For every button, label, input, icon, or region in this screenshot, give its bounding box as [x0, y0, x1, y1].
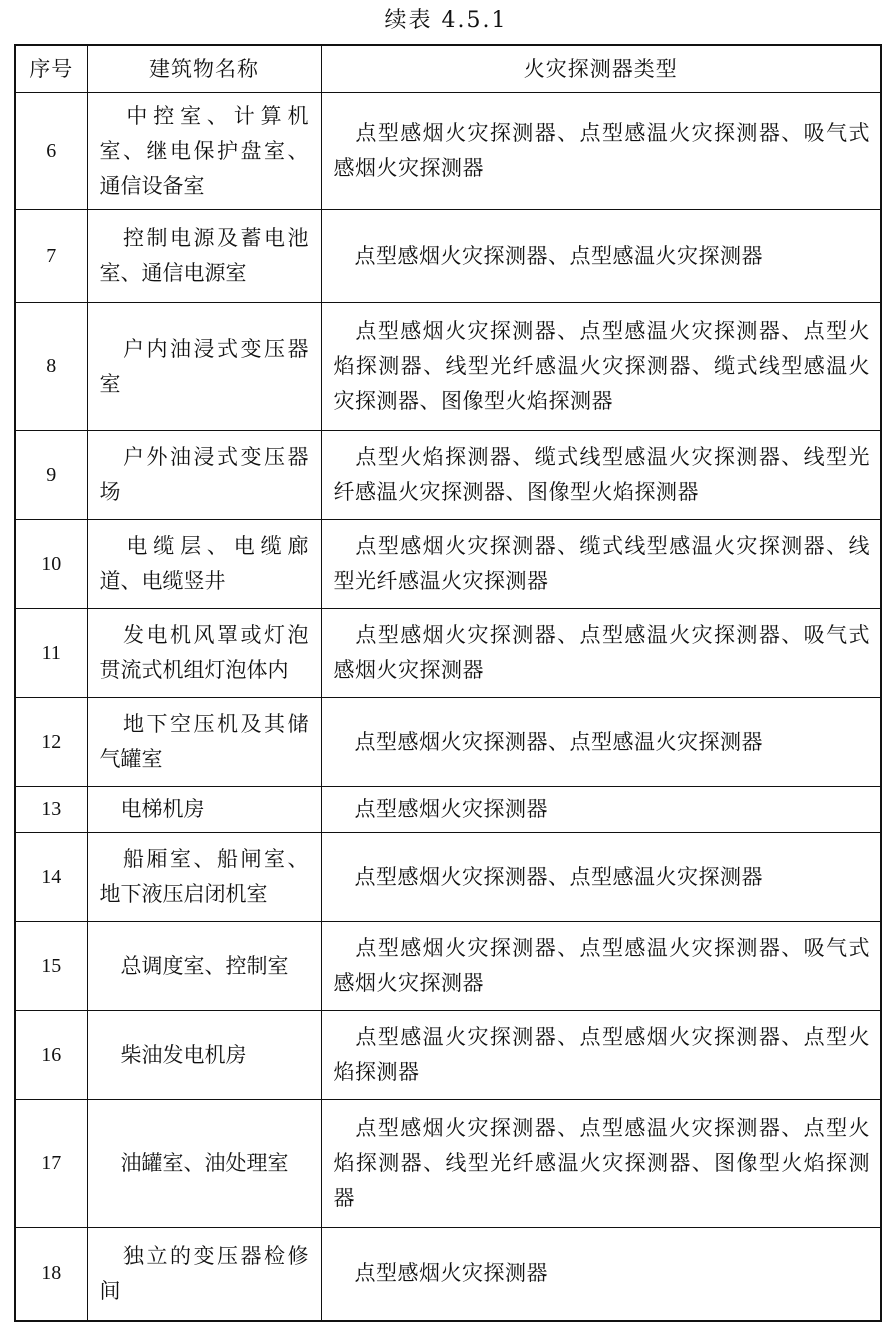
row-building-name: 户外油浸式变压器场 [87, 431, 321, 520]
row-num: 7 [15, 210, 87, 303]
row-detector-types: 点型感烟火灾探测器、点型感温火灾探测器 [321, 210, 881, 303]
table-row [15, 1100, 881, 1228]
row-building-name: 中控室、计算机室、继电保护盘室、通信设备室 [87, 93, 321, 210]
table-row [15, 210, 881, 303]
row-num: 11 [15, 609, 87, 698]
table-row [15, 431, 881, 520]
row-building-name: 柴油发电机房 [87, 1011, 321, 1100]
row-num: 12 [15, 698, 87, 787]
row-building-name: 电缆层、电缆廊道、电缆竖井 [87, 520, 321, 609]
row-building-name: 发电机风罩或灯泡贯流式机组灯泡体内 [87, 609, 321, 698]
row-num: 17 [15, 1100, 87, 1228]
table-row [15, 1011, 881, 1100]
table-row [15, 833, 881, 922]
table-row [15, 922, 881, 1011]
header-num: 序号 [15, 45, 87, 93]
table-row [15, 520, 881, 609]
table-row [15, 609, 881, 698]
row-detector-types: 点型感烟火灾探测器、点型感温火灾探测器、点型火焰探测器、线型光纤感温火灾探测器、图像型火焰探测器 [321, 1100, 881, 1228]
table-row [15, 698, 881, 787]
row-building-name: 总调度室、控制室 [87, 922, 321, 1011]
row-detector-types: 点型感烟火灾探测器、点型感温火灾探测器 [321, 698, 881, 787]
table-row [15, 787, 881, 833]
row-detector-types: 点型感烟火灾探测器、点型感温火灾探测器、吸气式感烟火灾探测器 [321, 93, 881, 210]
row-detector-types: 点型感烟火灾探测器、点型感温火灾探测器、吸气式感烟火灾探测器 [321, 922, 881, 1011]
row-building-name: 地下空压机及其储气罐室 [87, 698, 321, 787]
header-building-name: 建筑物名称 [87, 45, 321, 93]
table-row [15, 1228, 881, 1321]
table-header-row [15, 45, 881, 93]
row-detector-types: 点型感烟火灾探测器 [321, 787, 881, 833]
row-detector-types: 点型感烟火灾探测器、点型感温火灾探测器、点型火焰探测器、线型光纤感温火灾探测器、缆式线型感温火灾探测器、图像型火焰探测器 [321, 303, 881, 431]
row-detector-types: 点型感烟火灾探测器、缆式线型感温火灾探测器、线型光纤感温火灾探测器 [321, 520, 881, 609]
row-building-name: 电梯机房 [87, 787, 321, 833]
row-num: 6 [15, 93, 87, 210]
detector-type-table [14, 44, 882, 1322]
table-row [15, 93, 881, 210]
row-num: 9 [15, 431, 87, 520]
row-building-name: 控制电源及蓄电池室、通信电源室 [87, 210, 321, 303]
row-detector-types: 点型火焰探测器、缆式线型感温火灾探测器、线型光纤感温火灾探测器、图像型火焰探测器 [321, 431, 881, 520]
row-detector-types: 点型感温火灾探测器、点型感烟火灾探测器、点型火焰探测器 [321, 1011, 881, 1100]
row-detector-types: 点型感烟火灾探测器、点型感温火灾探测器、吸气式感烟火灾探测器 [321, 609, 881, 698]
row-num: 10 [15, 520, 87, 609]
table-row [15, 303, 881, 431]
row-num: 16 [15, 1011, 87, 1100]
row-detector-types: 点型感烟火灾探测器、点型感温火灾探测器 [321, 833, 881, 922]
header-detector-types: 火灾探测器类型 [321, 45, 881, 93]
row-building-name: 油罐室、油处理室 [87, 1100, 321, 1228]
row-building-name: 独立的变压器检修间 [87, 1228, 321, 1321]
row-num: 13 [15, 787, 87, 833]
table-caption: 续表 4.5.1 [384, 8, 508, 33]
row-detector-types: 点型感烟火灾探测器 [321, 1228, 881, 1321]
row-num: 15 [15, 922, 87, 1011]
row-num: 8 [15, 303, 87, 431]
row-num: 18 [15, 1228, 87, 1321]
row-building-name: 户内油浸式变压器室 [87, 303, 321, 431]
row-num: 14 [15, 833, 87, 922]
row-building-name: 船厢室、船闸室、地下液压启闭机室 [87, 833, 321, 922]
